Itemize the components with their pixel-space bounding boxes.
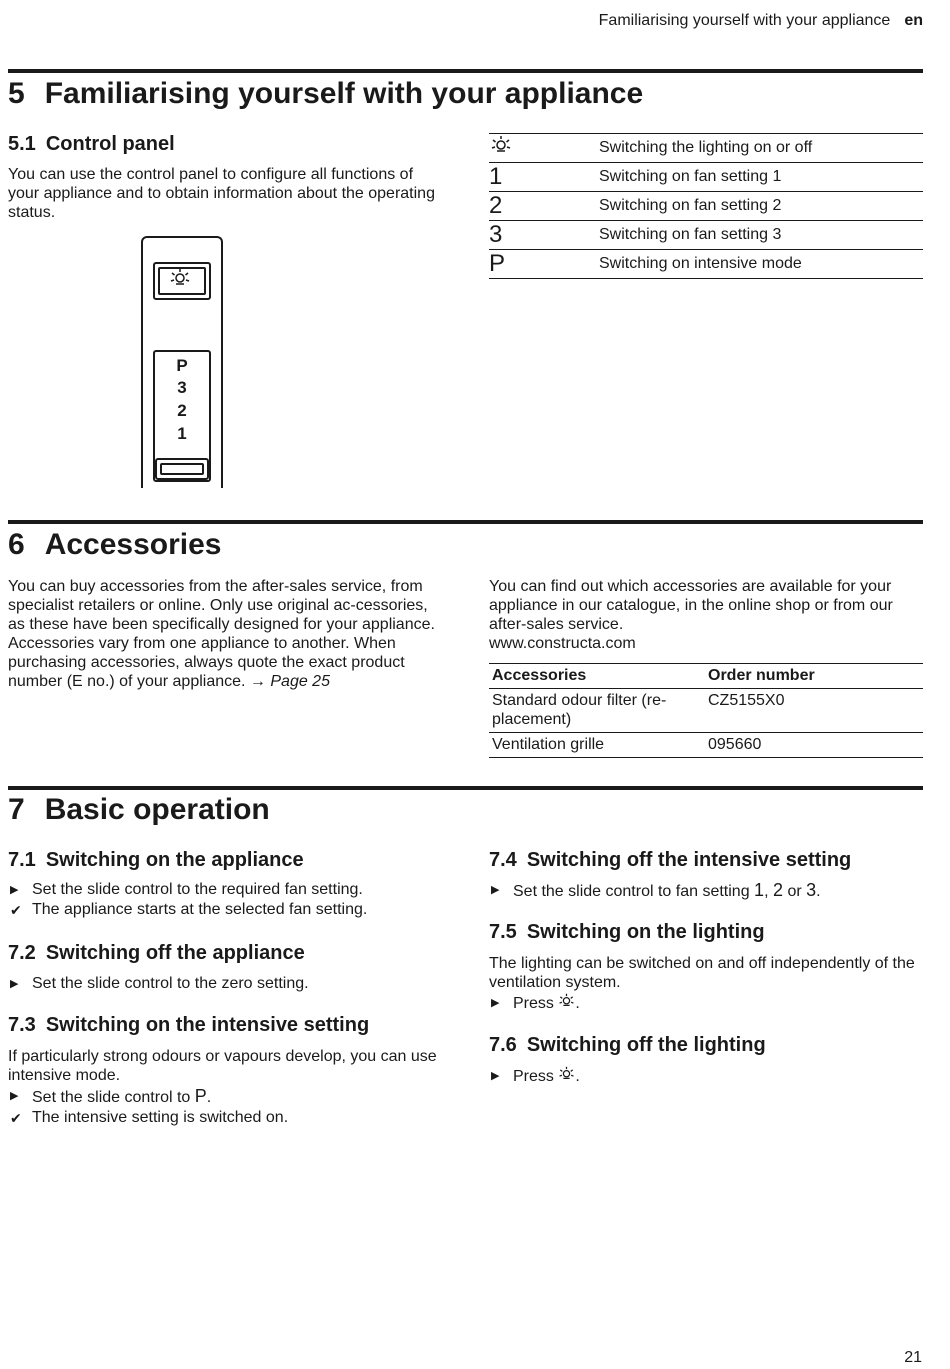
accessory-name: Ventilation grille	[489, 733, 705, 758]
section-number: 7.5	[489, 921, 517, 943]
intensive-setting-text: If particularly strong odours or vapours develop, you can use intensive mode.	[8, 1048, 437, 1084]
chapter-number: 5	[8, 77, 25, 110]
chapter-rule	[8, 786, 923, 790]
control-panel-text: You can use the control panel to configure all functions of your appliance and to obtain information about the operating status.	[8, 166, 435, 221]
table-header-row	[489, 664, 923, 689]
section-title: Switching on the appliance	[45, 849, 304, 871]
list-item: ✔ The appliance starts at the selected fan setting.	[10, 901, 368, 918]
section-7-6-steps	[489, 1066, 921, 1087]
list-item: ▶ Set the slide control to the zero setting.	[10, 975, 309, 992]
column-header-accessories: Accessories	[489, 664, 705, 689]
control-symbols-table	[489, 133, 923, 279]
chapter-6-heading	[8, 528, 221, 562]
fan-symbol-1: 1	[754, 880, 765, 900]
description-cell: Switching the lighting on or off	[599, 134, 923, 163]
table-row	[489, 221, 923, 250]
section-7-2-heading	[8, 942, 305, 965]
step-arrow-icon: ▶	[10, 1090, 19, 1102]
slider-knob-face	[160, 463, 204, 475]
section-7-5-heading	[489, 921, 765, 944]
slider-knob[interactable]	[155, 458, 209, 480]
accessories-left-text	[8, 577, 440, 691]
chapter-rule	[8, 69, 923, 73]
symbol-cell: P	[489, 250, 599, 279]
section-number: 7.2	[8, 942, 36, 964]
website-link[interactable]: www.constructa.com	[489, 635, 636, 652]
section-number: 7.4	[489, 849, 517, 871]
table-row	[489, 192, 923, 221]
chapter-rule	[8, 520, 923, 524]
lighting-text: The lighting can be switched on and off independently of the ventilation system.	[489, 955, 915, 991]
accessories-right-text	[489, 577, 921, 653]
chapter-title: Accessories	[44, 528, 222, 561]
section-number: 5.1	[8, 133, 36, 155]
light-icon	[558, 1066, 575, 1083]
table-row	[489, 689, 923, 733]
step-arrow-icon: ▶	[491, 1070, 500, 1082]
slider-label-3: 3	[177, 378, 187, 397]
section-7-4-heading	[489, 849, 851, 872]
chapter-5-heading	[8, 77, 643, 111]
checkmark-icon: ✔	[10, 902, 22, 918]
light-icon	[489, 135, 513, 157]
accessories-paragraph-2: Accessories vary from one appliance to another. When purchasing accessories, always quote the exact product number (E no.) of your appliance. → Page 25	[8, 635, 405, 690]
section-7-3-steps	[8, 1086, 440, 1128]
section-number: 7.3	[8, 1014, 36, 1036]
accessories-paragraph-1: You can buy accessories from the after-sales service, from specialist retailers or online. Only use original ac-cessories, as these have been specifically designed for your appliance.	[8, 578, 435, 633]
order-number: CZ5155X0	[705, 689, 923, 733]
column-header-order-number: Order number	[705, 664, 923, 689]
chapter-number: 7	[8, 793, 25, 826]
section-title: Switching off the intensive setting	[526, 849, 852, 871]
accessories-paragraph-3: You can find out which accessories are available for your appliance in our catalogue, in the online shop or from our after-sales service.	[489, 578, 893, 633]
description-cell: Switching on fan setting 3	[599, 221, 923, 250]
section-number: 7.1	[8, 849, 36, 871]
list-item: ▶ Press .	[491, 995, 580, 1012]
section-title: Switching off the lighting	[526, 1034, 766, 1056]
chapter-title: Familiarising yourself with your appliance	[44, 77, 644, 110]
accessory-name: Standard odour filter (re-placement)	[489, 689, 705, 733]
control-panel-illustration	[141, 236, 223, 488]
step-arrow-icon: ▶	[491, 884, 500, 896]
section-title: Control panel	[45, 133, 175, 155]
table-row	[489, 250, 923, 279]
checkmark-icon: ✔	[10, 1110, 22, 1126]
symbol-cell: 3	[489, 221, 599, 250]
light-icon	[558, 993, 575, 1010]
order-number: 095660	[705, 733, 923, 758]
symbol-cell: 1	[489, 163, 599, 192]
table-row	[489, 163, 923, 192]
fan-symbol-2: 2	[772, 880, 783, 900]
section-7-1-steps	[8, 880, 440, 920]
language-code: en	[904, 12, 923, 29]
description-cell: Switching on fan setting 2	[599, 192, 923, 221]
list-item: ✔ The intensive setting is switched on.	[10, 1109, 289, 1126]
section-7-1-heading	[8, 849, 304, 872]
running-header	[599, 12, 923, 30]
section-title: Switching on the intensive setting	[45, 1014, 370, 1036]
list-item: ▶ Press .	[491, 1068, 580, 1085]
intensive-symbol: P	[194, 1086, 207, 1106]
light-icon	[169, 268, 191, 290]
section-5-1-heading	[8, 133, 175, 156]
symbol-cell: 2	[489, 192, 599, 221]
step-arrow-icon: ▶	[10, 978, 19, 990]
accessories-table	[489, 663, 923, 758]
step-arrow-icon: ▶	[491, 997, 500, 1009]
table-row	[489, 733, 923, 758]
section-7-6-heading	[489, 1034, 766, 1057]
slider-label-1: 1	[177, 424, 187, 443]
section-7-2-steps	[8, 974, 440, 994]
description-cell: Switching on fan setting 1	[599, 163, 923, 192]
description-cell: Switching on intensive mode	[599, 250, 923, 279]
section-7-3-heading	[8, 1014, 369, 1037]
table-row	[489, 134, 923, 163]
section-title: Switching on the lighting	[526, 921, 765, 943]
light-button[interactable]	[153, 262, 211, 300]
slider-label-p: P	[176, 356, 188, 375]
chapter-7-heading	[8, 793, 270, 827]
section-title: Switching off the appliance	[45, 942, 305, 964]
running-header-title: Familiarising yourself with your appliance	[598, 12, 891, 29]
list-item: ▶ Set the slide control to the required fan setting.	[10, 881, 363, 898]
slider-label-2: 2	[177, 401, 187, 420]
fan-slide-control[interactable]	[153, 350, 211, 482]
section-7-5-steps	[489, 993, 921, 1014]
symbol-cell	[489, 134, 599, 163]
list-item: ▶ Set the slide control to P.	[10, 1086, 212, 1106]
section-7-4-steps	[489, 880, 921, 902]
page-number: 21	[904, 1349, 922, 1366]
fan-symbol-3: 3	[806, 880, 817, 900]
list-item: ▶ Set the slide control to fan setting 1, 2 or 3.	[491, 880, 821, 900]
chapter-title: Basic operation	[44, 793, 270, 826]
section-number: 7.6	[489, 1034, 517, 1056]
chapter-number: 6	[8, 528, 25, 561]
step-arrow-icon: ▶	[10, 884, 19, 896]
page-reference-link[interactable]: → Page 25	[249, 673, 330, 690]
